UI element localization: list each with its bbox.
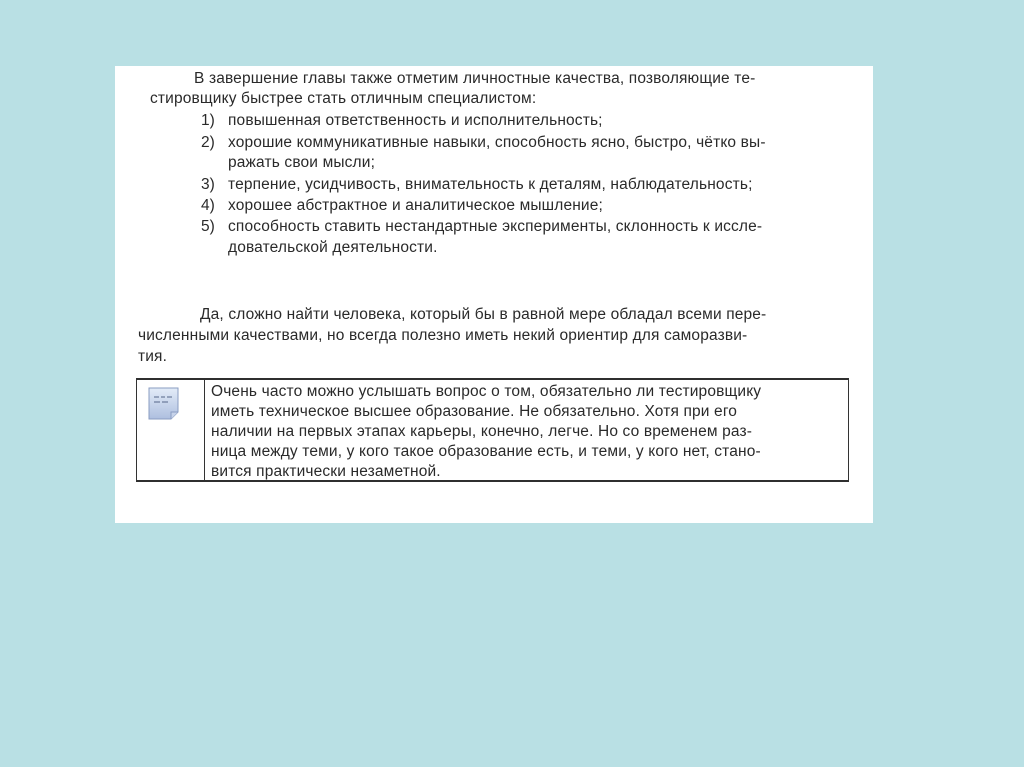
paragraph-line-1: Да, сложно найти человека, который бы в равной мере обладал всеми пере-: [200, 306, 767, 323]
list-number-2: 2): [201, 134, 215, 151]
list-item-5: способность ставить нестандартные эксперименты, склонность к иссле-: [228, 218, 763, 235]
list-item-3: терпение, усидчивость, внимательность к деталям, наблюдательность;: [228, 176, 753, 193]
intro-line-1: В завершение главы также отметим личностные качества, позволяющие те-: [194, 70, 756, 87]
note-line-2: иметь техническое высшее образование. Не обязательно. Хотя при его: [211, 403, 738, 420]
list-item-2-cont: ражать свои мысли;: [228, 154, 376, 171]
list-item-2: хорошие коммуникативные навыки, способность ясно, быстро, чётко вы-: [228, 134, 766, 151]
list-number-5: 5): [201, 218, 215, 235]
list-number-1: 1): [201, 112, 215, 129]
note-divider: [204, 380, 205, 480]
note-icon: [147, 385, 181, 422]
list-number-3: 3): [201, 176, 215, 193]
paragraph-line-3: тия.: [138, 348, 168, 365]
list-item-1: повышенная ответственность и исполнительность;: [228, 112, 603, 129]
intro-line-2: стировщику быстрее стать отличным специалистом:: [150, 90, 537, 107]
paragraph-line-2: численными качествами, но всегда полезно иметь некий ориентир для саморазви-: [138, 327, 748, 344]
note-line-4: ница между теми, у кого такое образование есть, и теми, у кого нет, стано-: [211, 443, 761, 460]
document-page: [115, 66, 873, 523]
list-item-4: хорошее абстрактное и аналитическое мышление;: [228, 197, 603, 214]
note-line-5: вится практически незаметной.: [211, 463, 441, 480]
list-item-5-cont: довательской деятельности.: [228, 239, 438, 256]
note-line-1: Очень часто можно услышать вопрос о том, обязательно ли тестировщику: [211, 383, 762, 400]
list-number-4: 4): [201, 197, 215, 214]
note-line-3: наличии на первых этапах карьеры, конечно, легче. Но со временем раз-: [211, 423, 753, 440]
note-box: [136, 378, 849, 482]
